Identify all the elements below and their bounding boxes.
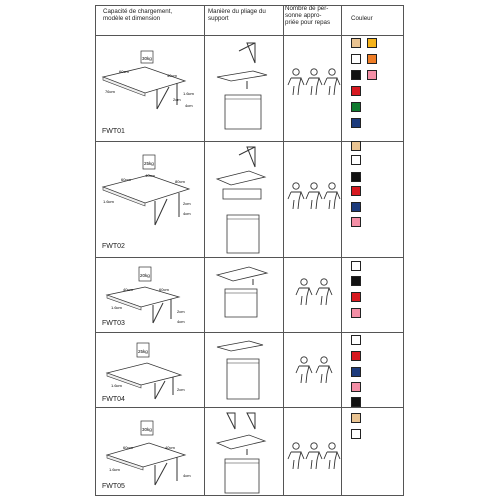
product-table [95,5,404,496]
folding-drawing [213,41,275,142]
color-swatch[interactable] [367,70,377,80]
color-swatch[interactable] [351,38,361,48]
color-swatch[interactable] [351,141,361,151]
header-text: Manière du pliage du [208,8,266,15]
color-swatch[interactable] [351,217,361,227]
color-swatch[interactable] [351,276,361,286]
header-persons [285,5,341,26]
dimension-label: 40cm [167,73,177,78]
load-label: 20kg [140,273,150,278]
dimension-label: 1.6cm [111,383,122,388]
color-swatch[interactable] [351,261,361,271]
dimension-label: 40cm [165,445,175,450]
table-border [403,5,404,496]
color-swatch[interactable] [351,429,361,439]
load-label: 25kg [138,349,148,354]
color-swatch[interactable] [367,54,377,64]
load-label: 30kg [142,56,152,61]
model-code: FWT01 [102,128,125,135]
header-color [351,15,401,22]
color-swatch[interactable] [351,367,361,377]
header-text: sonne appro- [285,12,322,19]
dimension-label: 60cm [159,287,169,292]
header-text: modèle et dimension [103,15,161,22]
dimension-label: 4cm [183,473,191,478]
table-drawing [97,37,202,139]
dimension-label: 40cm [145,173,155,178]
color-swatch[interactable] [351,118,361,128]
dimension-label: 60cm [119,69,129,74]
dimension-label: 2cm [173,97,181,102]
model-code: FWT05 [102,483,125,490]
dimension-label: 2cm [177,387,185,392]
dimension-label: 2cm [177,309,185,314]
color-swatch[interactable] [351,70,361,80]
folding-drawing [213,263,275,334]
dimension-label: 76cm [105,89,115,94]
model-code: FWT02 [102,243,125,250]
color-swatch[interactable] [351,292,361,302]
color-swatch[interactable] [351,397,361,407]
dimension-label: 60cm [121,177,131,182]
color-swatch[interactable] [351,202,361,212]
folding-drawing [213,143,275,260]
dimension-label: 60cm [123,445,133,450]
color-swatch[interactable] [351,351,361,361]
color-swatch[interactable] [351,413,361,423]
people-group [287,441,341,476]
color-swatch[interactable] [351,186,361,196]
load-label: 30kg [142,427,152,432]
header-text: Couleur [351,15,373,22]
dimension-label: 40cm [123,287,133,292]
table-drawing [97,411,202,491]
color-swatch[interactable] [351,335,361,345]
table-border [95,35,404,36]
header-capacity [103,8,203,22]
load-label: 25kg [144,161,154,166]
model-code: FWT04 [102,396,125,403]
people-group [295,277,335,312]
dimension-label: 1.6cm [103,199,114,204]
folding-drawing [213,337,275,410]
header-folding [208,8,282,22]
table-drawing [97,145,202,245]
dimension-label: 4cm [185,103,193,108]
color-swatch[interactable] [351,102,361,112]
table-border [95,5,404,6]
header-text: Capacité de chargement, [103,8,173,15]
people-group [295,355,335,390]
color-swatch[interactable] [351,308,361,318]
folding-drawing [213,409,275,500]
people-group [287,181,341,216]
row-fwt02 [97,145,202,250]
dimension-label: 4cm [177,319,185,324]
dimension-label: 2cm [183,201,191,206]
header-text: priée pour repas [285,19,331,26]
header-text: Nombre de per- [285,5,329,12]
color-swatch[interactable] [351,54,361,64]
people-group [287,67,341,102]
color-swatch[interactable] [351,382,361,392]
dimension-label: 1.6cm [109,467,120,472]
color-swatch[interactable] [367,38,377,48]
dimension-label: 1.6cm [111,305,122,310]
color-swatch[interactable] [351,86,361,96]
table-border [283,5,284,496]
model-code: FWT03 [102,320,125,327]
color-swatch[interactable] [351,155,361,165]
color-swatch[interactable] [351,172,361,182]
header-text: support [208,15,229,22]
table-border [95,5,96,496]
table-border [204,5,205,496]
table-border [341,5,342,496]
dimension-label: 4cm [183,211,191,216]
dimension-label: 80cm [175,179,185,184]
dimension-label: 1.6cm [183,91,194,96]
